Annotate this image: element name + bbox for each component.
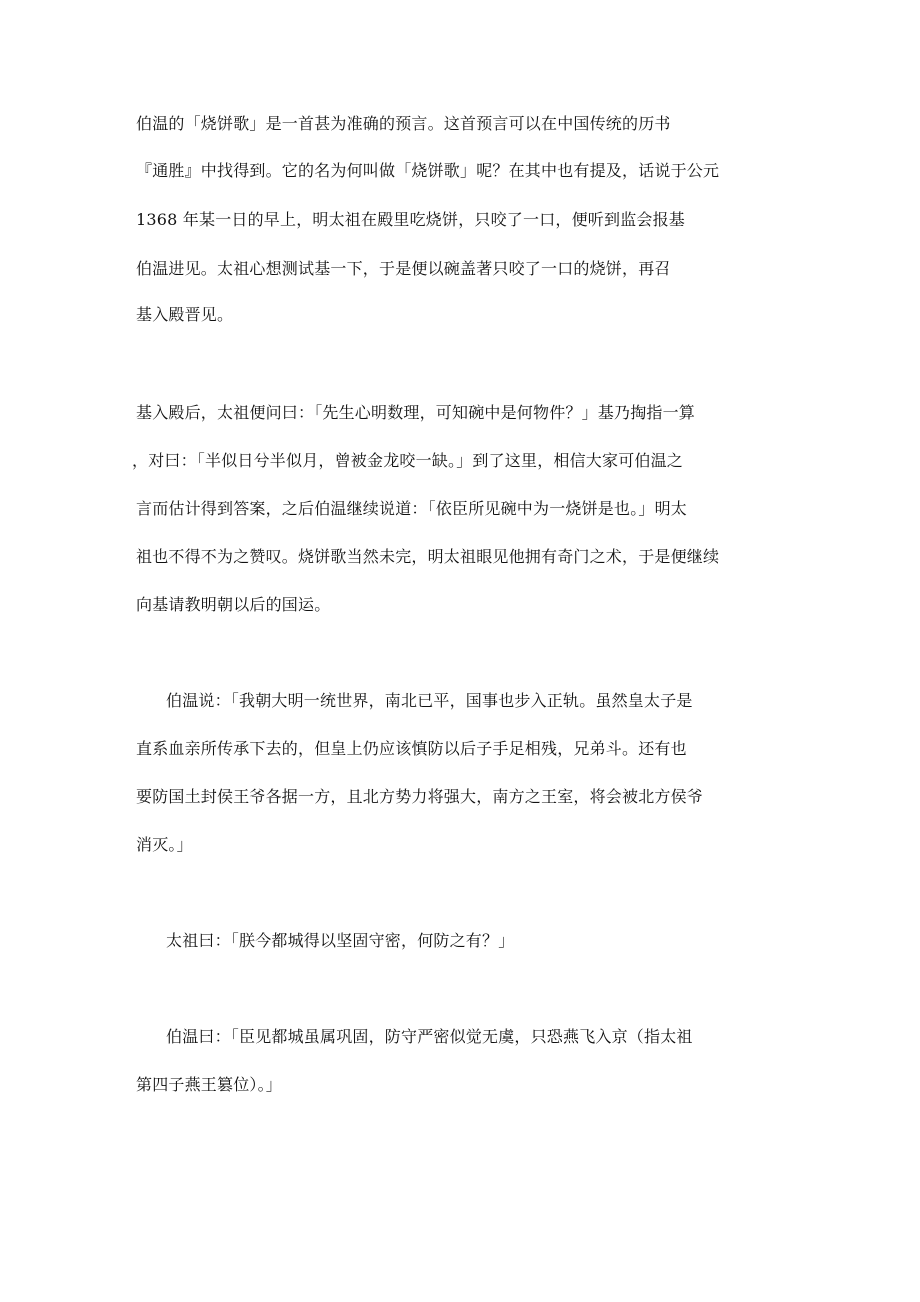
- text-line: 1368 年某一日的早上，明太祖在殿里吃烧饼，只咬了一口，便听到监会报基: [136, 210, 686, 229]
- text-line: ，对曰：「半似日兮半似月，曾被金龙咬一缺。」到了这里，相信大家可伯温之: [132, 451, 684, 470]
- text-line: 言而估计得到答案，之后伯温继续说道：「依臣所见碗中为一烧饼是也。」明太: [136, 499, 688, 518]
- text-line: 伯温曰：「臣见都城虽属巩固，防守严密似觉无虞，只恐燕飞入京（指太祖: [166, 1027, 693, 1046]
- text-line: 祖也不得不为之赞叹。烧饼歌当然未完，明太祖眼见他拥有奇门之术，于是便继续: [136, 547, 720, 566]
- text-line: 消灭。」: [136, 835, 193, 854]
- text-line: 伯温的「烧饼歌」是一首甚为准确的预言。这首预言可以在中国传统的历书: [136, 114, 671, 133]
- text-line: 基入殿晋见。: [136, 305, 234, 324]
- text-line: 直系血亲所传承下去的，但皇上仍应该慎防以后子手足相残，兄弟斗。还有也: [136, 739, 687, 758]
- text-line: 基入殿后，太祖便问曰：「先生心明数理，可知碗中是何物件？」基乃掏指一算: [136, 403, 696, 422]
- text-line: 伯温说：「我朝大明一统世界，南北已平，国事也步入正轨。虽然皇太子是: [166, 691, 693, 710]
- text-line: 要防国土封侯王爷各据一方，且北方势力将强大，南方之王室，将会被北方侯爷: [136, 787, 704, 806]
- text-line: 『通胜』中找得到。它的名为何叫做「烧饼歌」呢？在其中也有提及，话说于公元: [136, 161, 720, 180]
- text-line: 太祖曰：「朕今都城得以坚固守密，何防之有？」: [166, 931, 515, 950]
- text-line: 伯温进见。太祖心想测试基一下，于是便以碗盖著只咬了一口的烧饼，再召: [136, 259, 671, 278]
- text-line: 向基请教明朝以后的国运。: [136, 595, 331, 614]
- text-line: 第四子燕王篡位）。」: [136, 1075, 283, 1094]
